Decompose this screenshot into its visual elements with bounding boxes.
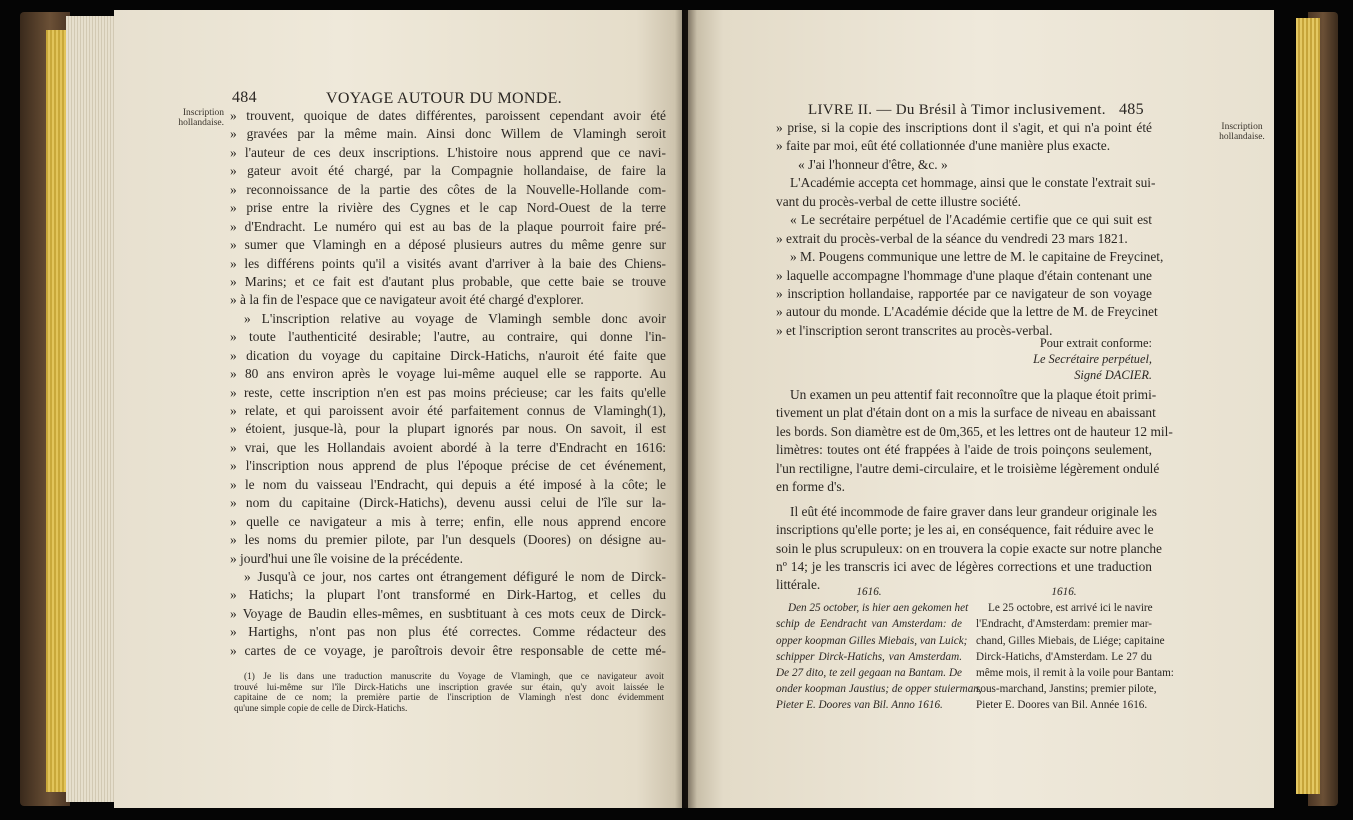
text-line: » toute l'authenticité desirable; l'autre, au contraire, qui donne l'in- <box>230 329 666 345</box>
text-line: » cartes de ce voyage, je paroîtrois devoir être responsable de cette mé- <box>230 642 666 658</box>
text-line: Le Secrétaire perpétuel, <box>1033 352 1152 366</box>
inscription-line: Le 25 octobre, est arrivé ici le navire <box>988 602 1153 615</box>
text-line: qu'une simple copie de celle de Dirck-Hatichs. <box>234 703 408 714</box>
text-line: vant du procès-verbal de cette illustre société. <box>776 193 1022 209</box>
open-book <box>20 6 1338 812</box>
text-line: » et l'inscription seront transcrites au procès-verbal. <box>776 322 1053 338</box>
text-line: inscriptions qu'elle porte; je les ai, en conséquence, fait réduire avec le <box>776 522 1154 538</box>
text-line: « J'ai l'honneur d'être, &c. » <box>798 156 948 172</box>
inscription-line: l'Endracht, d'Amsterdam: premier mar- <box>976 618 1152 631</box>
left-body-text <box>230 107 666 660</box>
text-line: » étoient, jusque-là, pour la plupart ignorés par nous. On savoit, il est <box>230 421 666 437</box>
text-line: « Le secrétaire perpétuel de l'Académie certifie que ce qui suit est <box>790 212 1152 228</box>
page-number-right: 485 <box>1119 101 1144 118</box>
text-line: » à la fin de l'espace que ce navigateur avoit été chargé d'explorer. <box>230 292 584 308</box>
inscription-line: De 27 dito, te zeil gegaan na Bantam. De <box>776 666 962 679</box>
gilt-edge-right <box>1296 18 1320 794</box>
text-line: trouvé lui-même sur l'île Dirck-Hatichs une inscription gravée sur étain, qu'y avoit laissée le <box>234 682 664 693</box>
text-line: Un examen un peu attentif fait reconnoître que la plaque étoit primi- <box>790 387 1157 402</box>
text-line: littérale. <box>776 577 821 593</box>
text-line: » Hatichs; la plupart l'ont transformé en Dirk-Hartog, et celles du <box>230 587 666 603</box>
text-line: capitaine de ce nom; la première partie de l'inscription de Vlamingh n'est donc évidemment <box>234 693 664 704</box>
gilt-edge-left <box>46 30 66 792</box>
inscription-line: Pieter E. Doores van Bil. Anno 1616. <box>776 699 943 712</box>
text-line: » les différens points qu'il a visités avant d'arriver à la baie des Chiens- <box>230 255 666 271</box>
margin-note-line: Inscription <box>1221 122 1263 132</box>
text-line: soin le plus scrupuleux: on en trouvera la copie exacte sur notre planche <box>776 540 1162 556</box>
page-number-left: 484 <box>232 89 257 106</box>
text-line: » Hartighs, n'ont pas non plus été correctes. Comme rédacteur des <box>230 624 666 640</box>
text-line: » jourd'hui une île voisine de la précédente. <box>230 550 463 566</box>
margin-note-line: Inscription <box>182 108 224 118</box>
text-line: » autour du monde. L'Académie décide que la lettre de M. de Freycinet <box>776 304 1158 320</box>
text-line: » 80 ans environ après le voyage lui-même auquel elle se rapporte. Au <box>230 366 666 382</box>
text-line: Il eût été incommode de faire graver dans leur grandeur originale les <box>790 503 1157 519</box>
text-line: » relate, et qui paroissent avoir été parfaitement connus de Vlamingh(1), <box>230 403 666 418</box>
text-line: » reconnoissance de la partie des côtes de la Nouvelle-Hollande com- <box>230 181 666 197</box>
inscription-line: Dirck-Hatichs, d'Amsterdam. Le 27 du <box>976 650 1152 663</box>
right-body-top <box>776 119 1164 340</box>
text-line: » dication du voyage du capitaine Dirck-Hatichs, n'auroit été faite que <box>230 347 666 363</box>
text-line: L'Académie accepta cet hommage, ainsi que le constate l'extrait sui- <box>790 175 1156 191</box>
inscription-line: schip de Eendracht van Amsterdam: de <box>776 618 962 631</box>
text-line: » le nom du vaisseau l'Endracht, qui depuis a été imposé à la côte; le <box>230 476 666 492</box>
book-gutter <box>675 10 697 808</box>
inscription-line: Pieter E. Doores van Bil. Année 1616. <box>976 699 1148 712</box>
text-line: » l'inscription nous apprend de plus l'époque précise de cet événement, <box>230 458 666 474</box>
text-line: » extrait du procès-verbal de la séance du vendredi 23 mars 1821. <box>776 230 1128 246</box>
text-line: » M. Pougens communique une lettre de M. le capitaine de Freycinet, <box>790 249 1164 265</box>
text-line: » gateur avoit été chargé, par la Compagnie hollandaise, de faire la <box>230 163 666 179</box>
footnote <box>234 672 664 714</box>
inscription-line: schipper Dirck-Hatichs, van Amsterdam. <box>776 650 962 663</box>
french-translation <box>976 584 1174 714</box>
inscription-line: sous-marchand, Janstins; premier pilote, <box>976 683 1157 696</box>
text-line: » quelle ce navigateur a mis à terre; enfin, elle nous apprend encore <box>230 513 666 529</box>
text-line: » gravées par la même main. Ainsi donc Willem de Vlamingh seroit <box>230 126 666 142</box>
text-line: » trouvent, quoique de dates différentes, paroissent cependant avoir été <box>230 108 666 123</box>
text-line: » l'auteur de ces deux inscriptions. L'histoire nous apprend que ce navi- <box>230 144 666 160</box>
text-line: » sumer que Vlamingh en a déposé plusieurs autres du même genre sur <box>230 237 666 253</box>
inscription-line: opper koopman Gilles Miebais, van Luick; <box>776 634 968 647</box>
text-line: les bords. Son diamètre est de 0m,365, et les lettres ont de hauteur 12 mil- <box>776 423 1173 439</box>
running-title-right: LIVRE II. — Du Brésil à Timor inclusivement. <box>808 102 1106 118</box>
text-line: (1) Je lis dans une traduction manuscrite du Voyage de Vlamingh, que ce navigateur avoit <box>244 672 664 682</box>
signature-block <box>938 335 1152 383</box>
inscription-year: 1616. <box>856 586 882 598</box>
inscription-line: même mois, il remit à la voile pour Bantam: <box>976 666 1174 679</box>
text-line: nº 14; je les transcris ici avec de légères corrections et une traduction <box>776 558 1152 574</box>
text-line: l'un rectiligne, l'autre demi-circulaire, et le troisième légèrement ondulé <box>776 460 1160 476</box>
text-line: » Voyage de Baudin elles-mêmes, en susbtituant à ces mots ceux de Dirck- <box>230 605 666 621</box>
text-line: » vrai, que les Hollandais avoient abordé à la terre d'Endracht en 1616: <box>230 439 666 455</box>
left-page <box>114 10 682 808</box>
text-line: limètres: toutes ont été frappées à l'aide de trois poinçons seulement, <box>776 442 1152 458</box>
running-title-left: VOYAGE AUTOUR DU MONDE. <box>326 90 562 107</box>
inscription-line: chand, Gilles Miebais, de Liége; capitaine <box>976 634 1165 647</box>
text-line: Pour extrait conforme: <box>1039 336 1152 350</box>
right-body-middle <box>776 386 1173 595</box>
text-line: » d'Endracht. Le numéro qui est au bas de la plaque pourroit faire pré- <box>230 218 666 234</box>
text-line: tivement un plat d'étain dont on a mis la surface de niveau en abaissant <box>776 405 1156 421</box>
margin-note-line: hollandaise. <box>178 118 224 128</box>
text-line: » nom du capitaine (Dirck-Hatichs), devenu aussi celui de l'île sur la- <box>230 495 666 511</box>
text-line: Signé DACIER. <box>1074 368 1152 382</box>
inscription-year: 1616. <box>1051 586 1077 598</box>
inscription-line: Den 25 october, is hier aen gekomen het <box>788 602 969 615</box>
text-line: en forme d's. <box>776 479 845 495</box>
right-page <box>688 10 1274 808</box>
text-line: » inscription hollandaise, rapportée par ce navigateur de son voyage <box>776 285 1152 301</box>
text-line: » faite par moi, eût été collationnée d'une manière plus exacte. <box>776 138 1111 154</box>
text-line: » Jusqu'à ce jour, nos cartes ont étrangement défiguré le nom de Dirck- <box>244 568 666 584</box>
text-line: » Marins; et ce fait est d'autant plus probable, que cette baie se trouve <box>230 273 666 289</box>
text-line: » reste, cette inscription n'en est pas moins précieuse; car les faits qu'elle <box>230 384 666 400</box>
text-line: » laquelle accompagne l'hommage d'une plaque d'étain contenant une <box>776 267 1152 283</box>
text-line: » prise entre la rivière des Cygnes et le cap Nord-Ouest de la terre <box>230 200 666 216</box>
text-line: » les noms du premier pilote, par l'un desquels (Doores) on désigne au- <box>230 532 666 548</box>
text-line: » prise, si la copie des inscriptions dont il s'agit, et qui n'a point été <box>776 120 1152 135</box>
margin-note-line: hollandaise. <box>1219 132 1265 142</box>
margin-note-left <box>166 108 224 128</box>
page-stack-left <box>66 16 114 802</box>
margin-note-right <box>1218 122 1266 142</box>
inscription-line: onder koopman Jaustius; de opper stuierman, <box>776 683 982 696</box>
text-line: » L'inscription relative au voyage de Vlamingh semble donc avoir <box>244 310 666 326</box>
dutch-inscription <box>776 584 982 714</box>
